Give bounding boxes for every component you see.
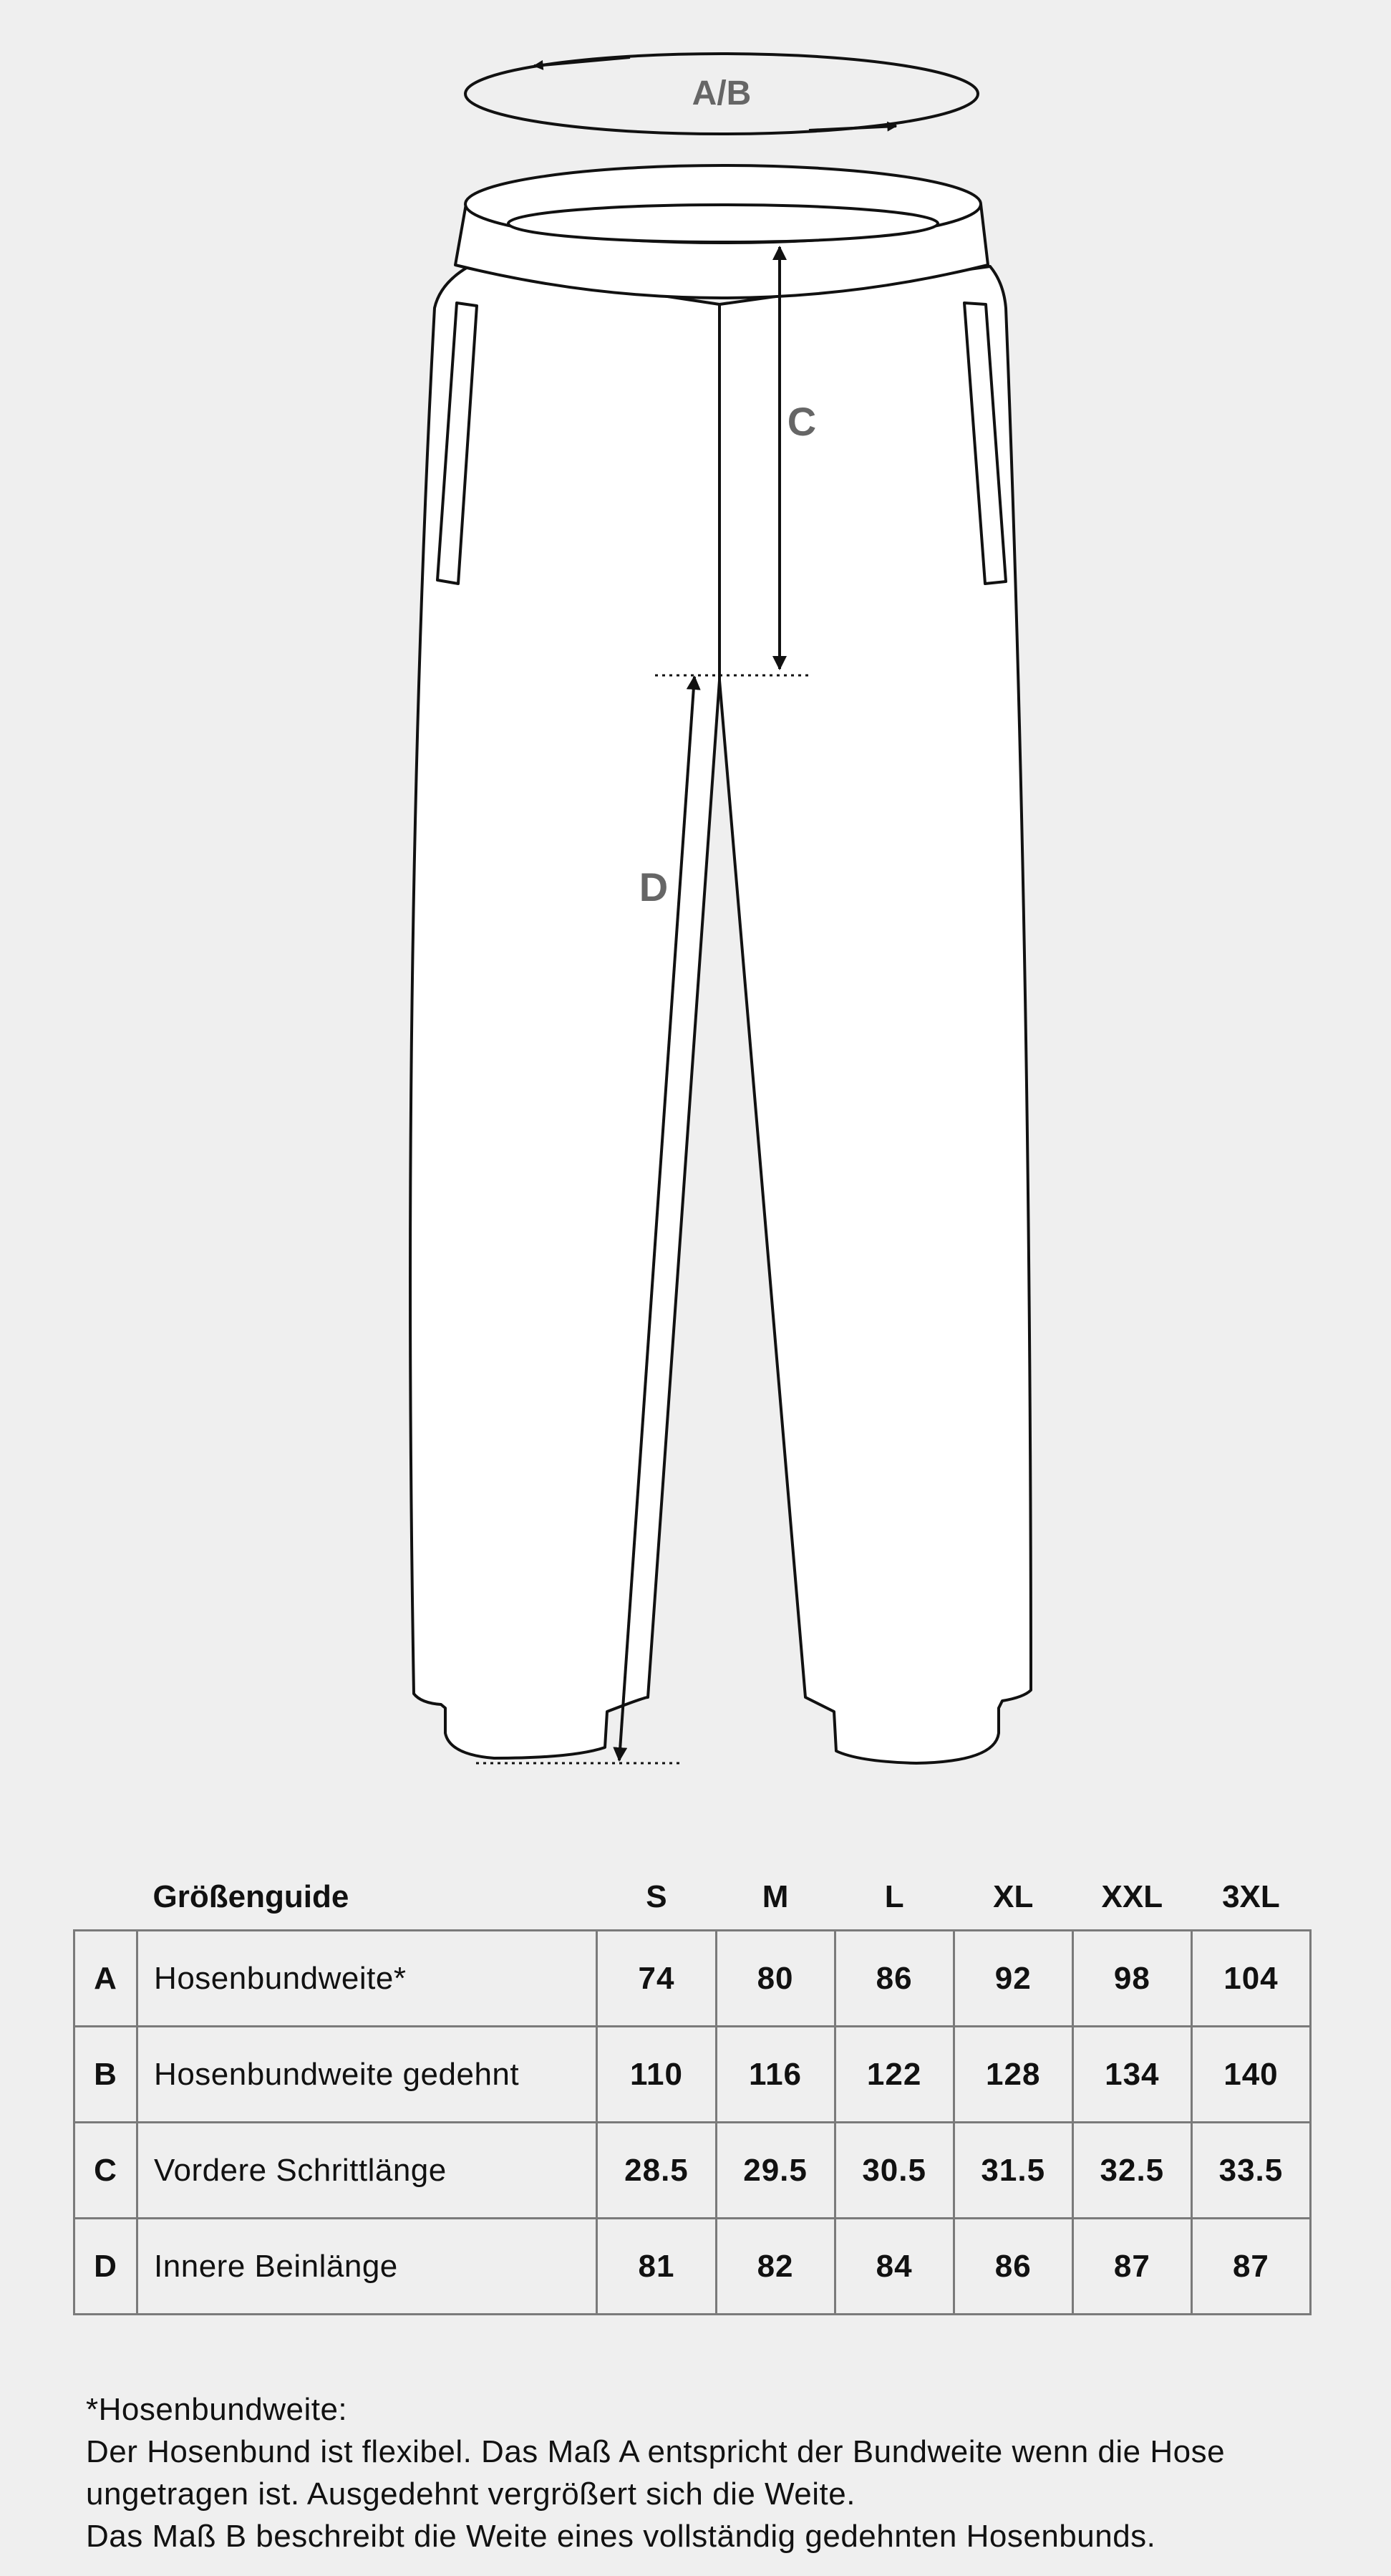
pants-outline (410, 165, 1031, 1763)
value-cell: 98 (1072, 1931, 1191, 2027)
value-cell: 116 (716, 2027, 835, 2123)
size-header: 3XL (1222, 1879, 1280, 1914)
value-cell: 30.5 (835, 2123, 954, 2219)
value-cell: 33.5 (1191, 2123, 1310, 2219)
footnote (86, 2388, 1360, 2557)
value-cell: 28.5 (597, 2123, 716, 2219)
size-guide-table (73, 1865, 1312, 2315)
waist-circumference-indicator (465, 54, 978, 134)
footnote-text-1: Der Hosenbund ist flexibel. Das Maß A entspricht der Bundweite wenn die Hose ungetragen ist. Ausgedehnt vergrößert sich die Weite. (86, 2434, 1226, 2512)
row-letter: B (74, 2027, 137, 2123)
value-cell: 80 (716, 1931, 835, 2027)
value-cell: 122 (835, 2027, 954, 2123)
value-cell: 84 (835, 2219, 954, 2315)
value-cell: 104 (1191, 1931, 1310, 2027)
row-letter: C (74, 2123, 137, 2219)
footnote-title: *Hosenbundweite: (86, 2392, 348, 2427)
label-d: D (639, 864, 669, 910)
value-cell: 87 (1072, 2219, 1191, 2315)
value-cell: 81 (597, 2219, 716, 2315)
table-header-row (74, 1865, 1311, 1931)
table-row (74, 2027, 1311, 2123)
value-cell: 128 (954, 2027, 1072, 2123)
value-cell: 92 (954, 1931, 1072, 2027)
size-header: XXL (1101, 1879, 1163, 1914)
row-letter: A (74, 1931, 137, 2027)
value-cell: 86 (954, 2219, 1072, 2315)
row-name: Vordere Schrittlänge (137, 2123, 597, 2219)
value-cell: 31.5 (954, 2123, 1072, 2219)
value-cell: 29.5 (716, 2123, 835, 2219)
row-name: Innere Beinlänge (137, 2219, 597, 2315)
size-header: L (884, 1879, 904, 1914)
header-empty (74, 1865, 137, 1931)
row-name: Hosenbundweite gedehnt (137, 2027, 597, 2123)
table-row (74, 2123, 1311, 2219)
value-cell: 87 (1191, 2219, 1310, 2315)
value-cell: 32.5 (1072, 2123, 1191, 2219)
table-row (74, 1931, 1311, 2027)
row-letter: D (74, 2219, 137, 2315)
value-cell: 74 (597, 1931, 716, 2027)
size-header: S (646, 1879, 667, 1914)
table-row (74, 2219, 1311, 2315)
table-title: Größenguide (152, 1879, 349, 1914)
value-cell: 134 (1072, 2027, 1191, 2123)
value-cell: 110 (597, 2027, 716, 2123)
size-header: XL (993, 1879, 1034, 1914)
value-cell: 82 (716, 2219, 835, 2315)
label-c: C (787, 399, 817, 444)
row-name: Hosenbundweite* (137, 1931, 597, 2027)
label-ab: A/B (692, 74, 752, 112)
value-cell: 140 (1191, 2027, 1310, 2123)
size-header: M (762, 1879, 789, 1914)
footnote-text-2: Das Maß B beschreibt die Weite eines vollständig gedehnten Hosenbunds. (86, 2519, 1156, 2554)
value-cell: 86 (835, 1931, 954, 2027)
